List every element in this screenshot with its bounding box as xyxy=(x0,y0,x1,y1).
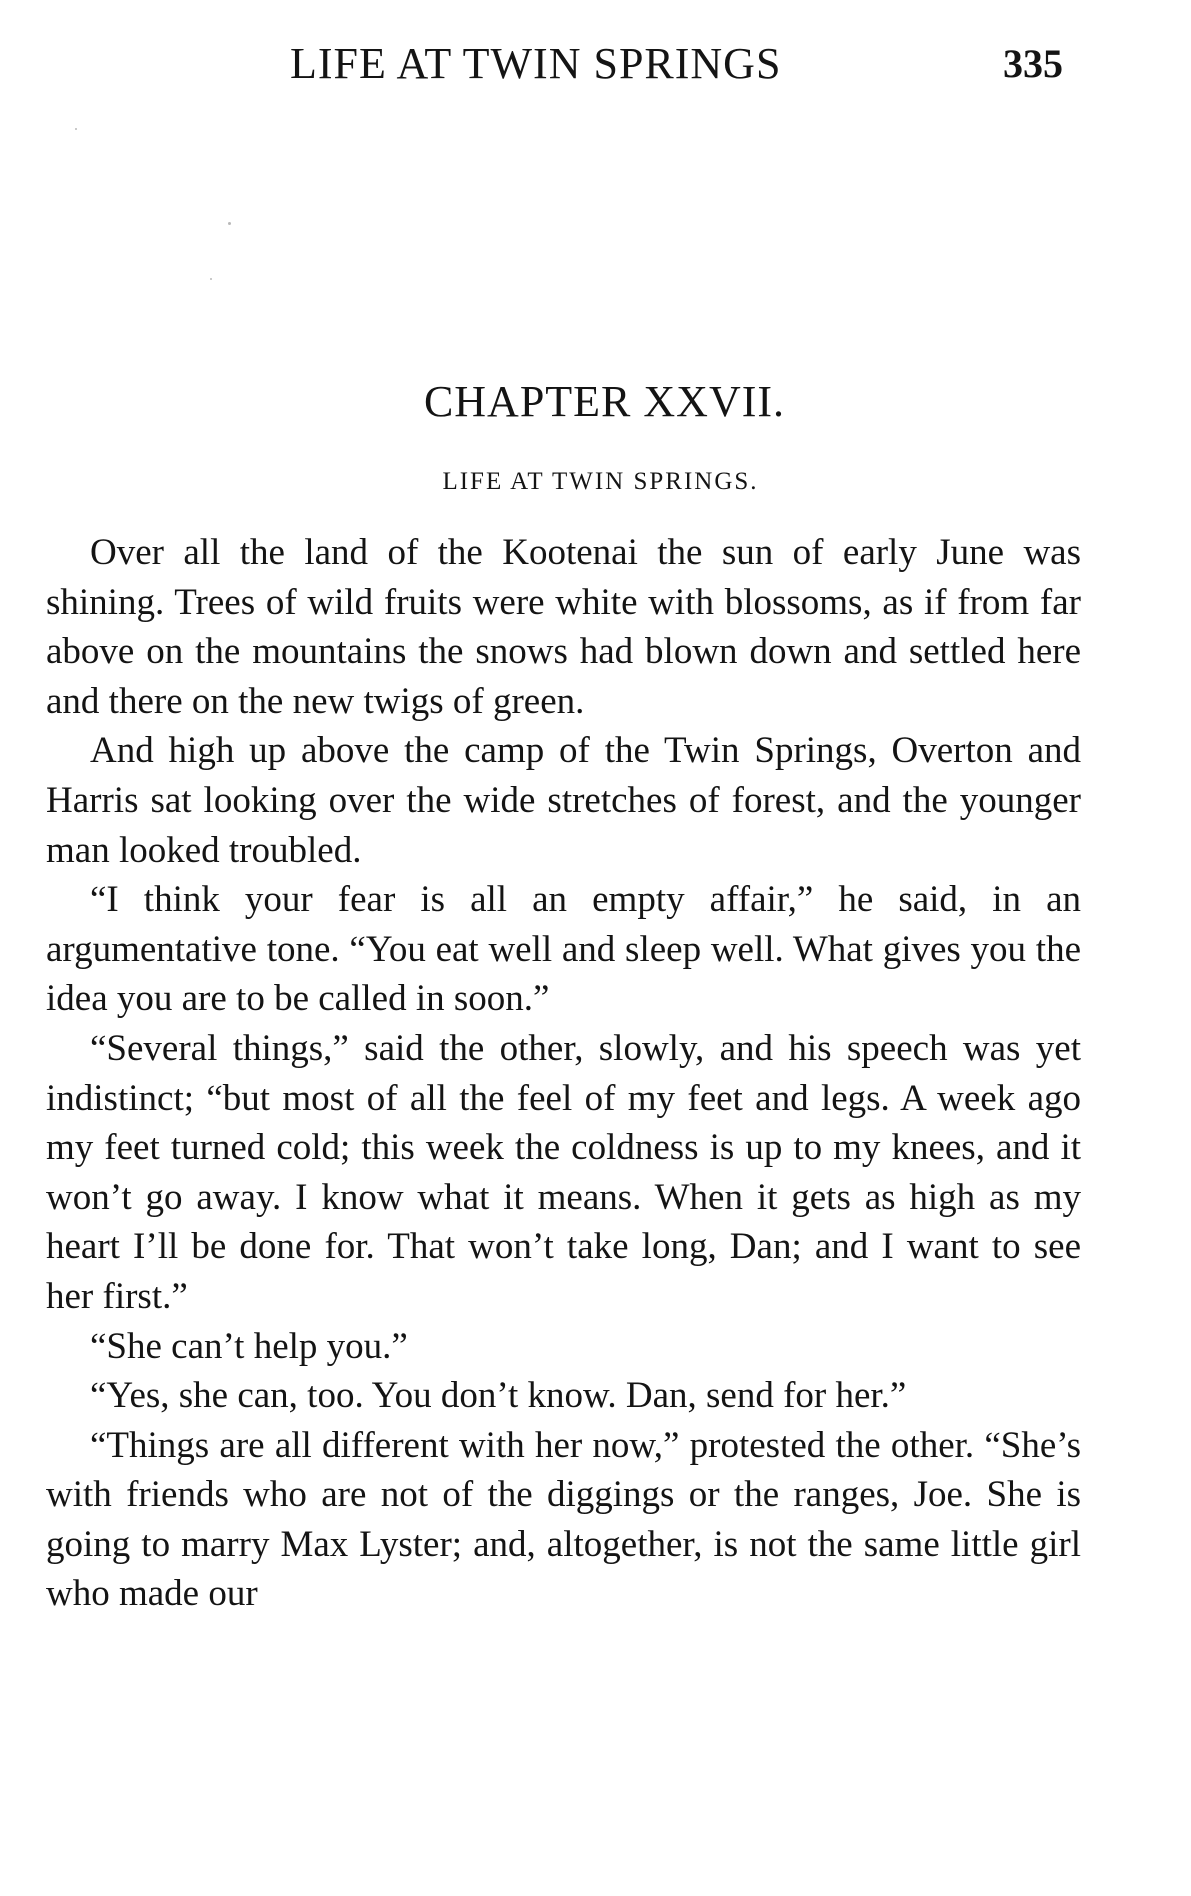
paragraph: “I think your fear is all an empty affair,” he said, in an argumentative tone. “You eat well and sleep well. What gives you the idea you are to be called in soon.” xyxy=(46,879,1081,1020)
paper-speck xyxy=(210,278,212,280)
paragraph: And high up above the camp of the Twin Springs, Overton and Harris sat looking over the wide stretches of forest, and the younger man looked troubled. xyxy=(46,730,1081,871)
paper-speck xyxy=(228,222,231,225)
paragraph: Over all the land of the Kootenai the sun of early June was shining. Trees of wild fruits were white with blossoms, as if from far above on the mountains the snows had blown down and settled here and there on the new twigs of green. xyxy=(46,532,1081,722)
paragraph: “Several things,” said the other, slowly, and his speech was yet indistinct; “but most of all the feel of my feet and legs. A week ago my feet turned cold; this week the coldness is up to my knees, and it won’t go away. I know what it means. When it gets as high as my heart I’ll be done for. That won’t take long, Dan; and I want to see her first.” xyxy=(46,1027,1081,1317)
running-title: LIFE AT TWIN SPRINGS xyxy=(290,39,782,88)
running-head xyxy=(0,34,1191,94)
chapter-subtitle: LIFE AT TWIN SPRINGS. xyxy=(442,468,759,495)
body-text xyxy=(46,528,1081,1619)
paragraph: “She can’t help you.” xyxy=(90,1325,408,1367)
chapter-title: CHAPTER XXVII. xyxy=(423,377,786,426)
paragraph: “Yes, she can, too. You don’t know. Dan, send for her.” xyxy=(90,1375,907,1417)
paragraph: “Things are all different with her now,” protested the other. “She’s with friends who are not of the diggings or the ranges, Joe. She is going to marry Max Lyster; and, altogether, is not the same little girl who made our xyxy=(46,1424,1081,1615)
page-number: 335 xyxy=(1003,41,1063,86)
paper-speck xyxy=(75,128,77,130)
